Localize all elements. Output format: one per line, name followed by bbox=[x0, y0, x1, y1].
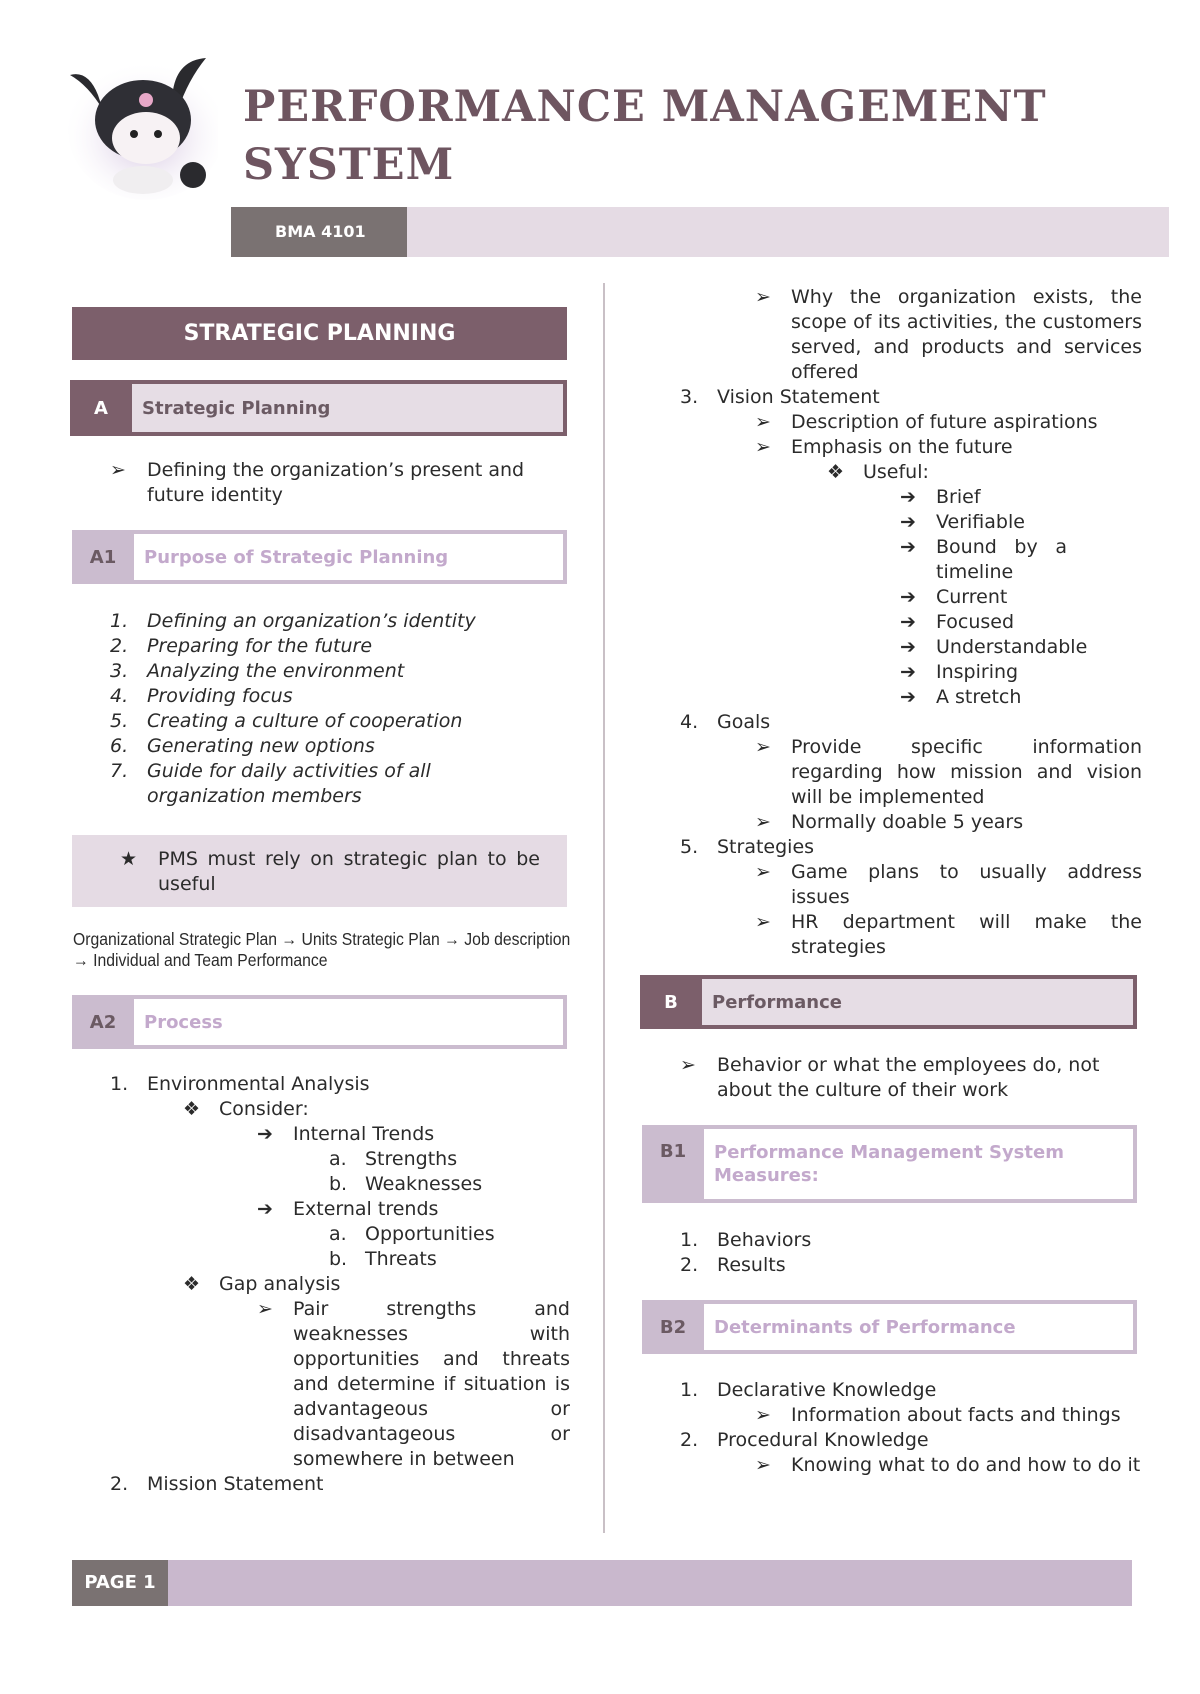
list-item: ➢ Provide specific information regarding how mission and vision will be implemented bbox=[755, 736, 1142, 808]
section-label: Performance Management System Measures: bbox=[704, 1129, 1133, 1199]
arrow-bullet-icon: ➢ bbox=[680, 1054, 696, 1076]
list-item: 3. Vision Statement bbox=[680, 386, 880, 408]
arrow-bullet-icon: ➔ bbox=[900, 511, 916, 533]
list-item: 5. Strategies bbox=[680, 836, 815, 858]
course-code-badge: BMA 4101 bbox=[231, 207, 407, 257]
list-item: ➢ Knowing what to do and how to do it bbox=[755, 1454, 1141, 1476]
document-title-line-1: PERFORMANCE MANAGEMENT bbox=[243, 82, 1047, 132]
mission-continued-list bbox=[680, 285, 1142, 960]
list-item: ➔ Understandable bbox=[900, 636, 1088, 658]
list-item: ➔ Internal Trends bbox=[257, 1123, 435, 1145]
list-item: 3. Analyzing the environment bbox=[110, 660, 405, 682]
list-item: ➔ A stretch bbox=[900, 686, 1022, 708]
section-b2-header bbox=[642, 1300, 1137, 1354]
list-item: ➢ Behavior or what the employees do, not about the culture of their work bbox=[680, 1054, 1100, 1101]
section-code: B2 bbox=[659, 1316, 687, 1338]
arrow-bullet-icon: ➢ bbox=[755, 861, 771, 883]
star-icon: ★ bbox=[120, 848, 138, 870]
arrow-bullet-icon: ➢ bbox=[257, 1298, 273, 1320]
list-item: 4. Goals bbox=[680, 711, 771, 733]
arrow-bullet-icon: ➔ bbox=[257, 1123, 273, 1145]
document-title-line-2: SYSTEM bbox=[243, 140, 455, 190]
arrow-bullet-icon: ➔ bbox=[900, 486, 916, 508]
arrow-bullet-icon: ➔ bbox=[900, 661, 916, 683]
list-item: 2. Procedural Knowledge bbox=[680, 1429, 929, 1451]
note-box bbox=[72, 835, 567, 907]
list-item: ➢ Description of future aspirations bbox=[755, 411, 1098, 433]
list-item: 1. Defining an organization’s identity bbox=[110, 610, 476, 632]
section-a1-header bbox=[72, 530, 567, 584]
list-item: 6. Generating new options bbox=[110, 735, 375, 757]
arrow-bullet-icon: ➔ bbox=[900, 686, 916, 708]
list-item: ➔ Current bbox=[900, 586, 1008, 608]
list-item: b. Threats bbox=[329, 1248, 437, 1270]
section-label: Process bbox=[134, 999, 563, 1045]
arrow-bullet-icon: ➢ bbox=[755, 1404, 771, 1426]
list-item: b. Weaknesses bbox=[329, 1173, 483, 1195]
arrow-bullet-icon: ➢ bbox=[755, 736, 771, 758]
arrow-bullet-icon: ➔ bbox=[900, 586, 916, 608]
list-item: 4. Providing focus bbox=[110, 685, 293, 707]
list-item: ➢ Why the organization exists, the scope of its activities, the customers served, and products and services offered bbox=[755, 286, 1142, 383]
section-b-header bbox=[640, 975, 1137, 1029]
section-label: Purpose of Strategic Planning bbox=[134, 534, 563, 580]
diamond-bullet-icon: ❖ bbox=[183, 1273, 201, 1295]
arrow-bullet-icon: ➔ bbox=[900, 636, 916, 658]
section-code: B bbox=[664, 991, 678, 1013]
section-b1-header bbox=[642, 1125, 1137, 1203]
arrow-bullet-icon: ➔ bbox=[900, 536, 916, 558]
list-item: ➔ Bound by a timeline bbox=[900, 536, 1067, 583]
mascot-illustration bbox=[58, 50, 218, 200]
list-item: ➔ Focused bbox=[900, 611, 1015, 633]
arrow-bullet-icon: ➢ bbox=[755, 911, 771, 933]
arrow-bullet-icon: ➔ bbox=[900, 611, 916, 633]
section-code: A2 bbox=[89, 1011, 117, 1033]
arrow-bullet-icon: ➢ bbox=[755, 811, 771, 833]
arrow-bullet-icon: ➔ bbox=[257, 1198, 273, 1220]
arrow-bullet-icon: ➢ bbox=[755, 286, 771, 308]
list-item: ➢ HR department will make the strategies bbox=[755, 911, 1142, 958]
list-item: ➢ Information about facts and things bbox=[755, 1404, 1121, 1426]
section-label: Strategic Planning bbox=[132, 384, 563, 432]
flow-text: Organizational Strategic Plan → Units Strategic Plan → Job description → Individual and Team Performance bbox=[73, 929, 571, 970]
footer-bar bbox=[72, 1560, 1132, 1606]
list-item: ➔ Inspiring bbox=[900, 661, 1019, 683]
list-item: 2. Mission Statement bbox=[110, 1473, 324, 1495]
list-item: ❖ Useful: bbox=[827, 461, 929, 483]
process-list bbox=[110, 1072, 570, 1497]
list-item: ❖ Gap analysis bbox=[183, 1273, 341, 1295]
arrow-bullet-icon: ➢ bbox=[755, 436, 771, 458]
page-number-badge: PAGE 1 bbox=[72, 1560, 168, 1606]
list-item: 1. Behaviors bbox=[680, 1229, 812, 1251]
section-code: B1 bbox=[659, 1141, 687, 1162]
list-item: a. Opportunities bbox=[329, 1223, 495, 1245]
list-item: ➔ External trends bbox=[257, 1198, 439, 1220]
determinants-list bbox=[680, 1378, 1142, 1478]
list-item: 1. Declarative Knowledge bbox=[680, 1379, 937, 1401]
section-code: A1 bbox=[89, 546, 117, 568]
purpose-list bbox=[110, 609, 570, 809]
list-item: 5. Creating a culture of cooperation bbox=[110, 710, 463, 732]
list-item: ➢ Pair strengths and weaknesses with opportunities and threats and determine if situation is advantageous or disadvantageous or somewhere in between bbox=[257, 1298, 570, 1470]
arrow-bullet-icon: ➢ bbox=[755, 411, 771, 433]
list-item: 2. Results bbox=[680, 1254, 786, 1276]
arrow-bullet-icon: ➢ bbox=[110, 459, 126, 481]
list-item: 1. Environmental Analysis bbox=[110, 1073, 370, 1095]
section-code: A bbox=[94, 397, 108, 419]
list-item: ➢ Emphasis on the future bbox=[755, 436, 1013, 458]
list-item: ➔ Brief bbox=[900, 486, 981, 508]
section-a2-header bbox=[72, 995, 567, 1049]
list-item: ➢ Defining the organization’s present and future identity bbox=[110, 459, 525, 506]
list-item: ❖ Consider: bbox=[183, 1098, 309, 1120]
list-item: 7. Guide for daily activities of all organization members bbox=[110, 760, 431, 807]
list-item: a. Strengths bbox=[329, 1148, 458, 1170]
section-label: Determinants of Performance bbox=[704, 1304, 1133, 1350]
strategic-planning-banner: STRATEGIC PLANNING bbox=[72, 307, 567, 360]
note-text: PMS must rely on strategic plan to be useful bbox=[158, 848, 540, 895]
list-item: ➢ Normally doable 5 years bbox=[755, 811, 1024, 833]
section-a-header bbox=[70, 380, 567, 436]
list-item: ➢ Game plans to usually address issues bbox=[755, 861, 1142, 908]
diamond-bullet-icon: ❖ bbox=[827, 461, 845, 483]
measures-list bbox=[680, 1228, 1140, 1278]
column-divider bbox=[603, 283, 605, 1533]
diamond-bullet-icon: ❖ bbox=[183, 1098, 201, 1120]
list-item: ➔ Verifiable bbox=[900, 511, 1025, 533]
section-label: Performance bbox=[702, 979, 1133, 1025]
arrow-bullet-icon: ➢ bbox=[755, 1454, 771, 1476]
list-item: 2. Preparing for the future bbox=[110, 635, 373, 657]
